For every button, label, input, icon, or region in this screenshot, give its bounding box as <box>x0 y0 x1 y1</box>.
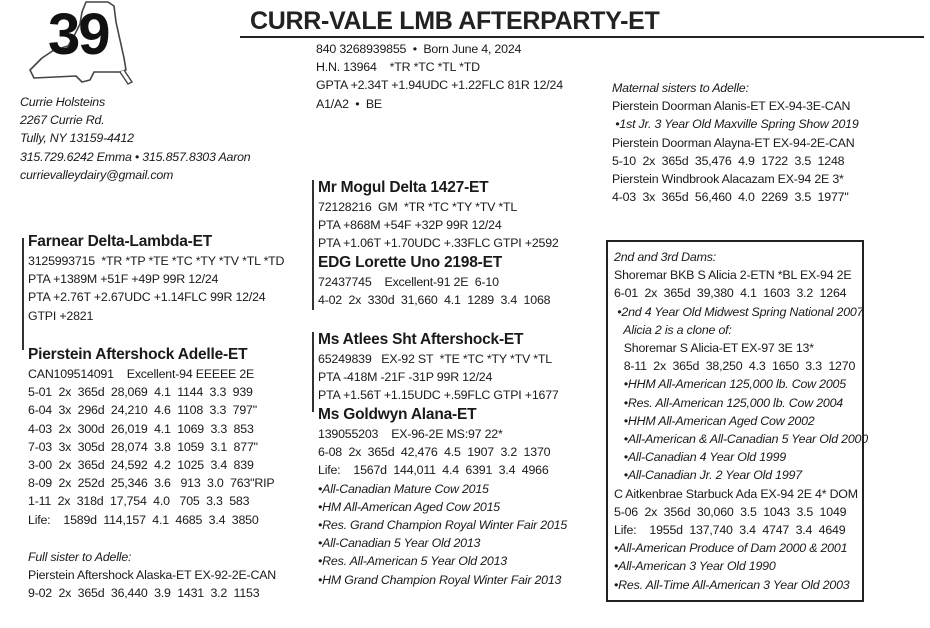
dams-box-line: Life: 1955d 137,740 3.4 4747 3.4 4649 <box>614 523 846 538</box>
dams-box-line: C Aitkenbrae Starbuck Ada EX-94 2E 4* DOM <box>614 486 858 501</box>
sire-sire-block <box>318 178 559 253</box>
dam-dam-block <box>318 405 567 589</box>
maternal-sisters-block <box>612 79 859 206</box>
maternal-sister-line: Pierstein Doorman Alanis-ET EX-94-3E-CAN <box>612 99 851 114</box>
page-title: CURR-VALE LMB AFTERPARTY-ET <box>250 7 660 35</box>
full-sister-heading: Full sister to Adelle: <box>28 550 132 564</box>
dam-record: 6-04 3x 296d 24,210 4.6 1108 3.3 797" <box>28 403 257 418</box>
dam-block <box>28 345 274 529</box>
dams-box-line: •All-Canadian 4 Year Old 1999 <box>614 450 786 465</box>
dams-box-line: Alicia 2 is a clone of: <box>614 322 732 337</box>
full-sister-line: Pierstein Aftershock Alaska-ET EX-92-2E-CAN <box>28 568 277 583</box>
dam-dam-line: 6-08 2x 365d 42,476 4.5 1907 3.2 1370 <box>318 445 551 460</box>
dam-name: Pierstein Aftershock Adelle-ET <box>28 346 248 363</box>
dam-record: 1-11 2x 318d 17,754 4.0 705 3.3 583 <box>28 494 250 509</box>
dams-box-heading: 2nd and 3rd Dams: <box>614 250 716 264</box>
consignor-block <box>20 93 251 184</box>
dam-dam-honor: •All-Canadian 5 Year Old 2013 <box>318 536 481 551</box>
sire-line: PTA +2.76T +2.67UDC +1.14FLC 99R 12/24 <box>28 290 266 305</box>
maternal-sister-line: •1st Jr. 3 Year Old Maxville Spring Show 2019 <box>612 117 859 132</box>
sire-block <box>28 232 284 325</box>
dam-dam-line: Life: 1567d 144,011 4.4 6391 3.4 4966 <box>318 463 549 478</box>
dams-box-line: •All-American Produce of Dam 2000 & 2001 <box>614 541 848 556</box>
sire-line: PTA +1389M +51F +49P 99R 12/24 <box>28 272 219 287</box>
dam-sire-block <box>318 330 559 405</box>
dams-box-line: Shoremar BKB S Alicia 2-ETN *BL EX-94 2E <box>614 268 852 283</box>
dams-box-line: 8-11 2x 365d 38,250 4.3 1650 3.3 1270 <box>614 359 856 374</box>
animal-info-line: A1/A2 • BE <box>316 96 382 111</box>
consignor-line: currievalleydairy@gmail.com <box>20 167 174 182</box>
dams-box-line: •Res. All-Time All-American 3 Year Old 2003 <box>614 577 850 592</box>
maternal-sisters-heading: Maternal sisters to Adelle: <box>612 81 749 95</box>
dams-box-line: •HHM All-American Aged Cow 2002 <box>614 413 815 428</box>
dams-box-content <box>614 248 868 594</box>
consignor-line: Tully, NY 13159-4412 <box>20 131 134 146</box>
maternal-sister-line: 4-03 3x 365d 56,460 4.0 2269 3.5 1977" <box>612 190 849 205</box>
dam-record: 8-09 2x 252d 25,346 3.6 913 3.0 763"RIP <box>28 476 275 491</box>
consignor-line: Currie Holsteins <box>20 95 105 109</box>
dam-sire-line: PTA -418M -21F -31P 99R 12/24 <box>318 370 493 385</box>
full-sister-line: 9-02 2x 365d 36,440 3.9 1431 3.2 1153 <box>28 586 260 601</box>
dam-dam-name: Ms Goldwyn Alana-ET <box>318 406 477 423</box>
pedigree-bracket <box>22 238 24 350</box>
dam-dam-honor: •HM Grand Champion Royal Winter Fair 2013 <box>318 572 562 587</box>
dam-dam-honor: •All-Canadian Mature Cow 2015 <box>318 481 489 496</box>
dam-dam-line: 139055203 EX-96-2E MS:97 22* <box>318 427 503 441</box>
dam-sire-name: Ms Atlees Sht Aftershock-ET <box>318 331 524 348</box>
full-sister-block <box>28 548 276 603</box>
dam-record: 3-00 2x 365d 24,592 4.2 1025 3.4 839 <box>28 458 254 473</box>
sire-sire-line: 72128216 GM *TR *TC *TY *TV *TL <box>318 200 518 214</box>
sire-dam-name: EDG Lorette Uno 2198-ET <box>318 254 503 271</box>
sire-sire-line: PTA +868M +54F +32P 99R 12/24 <box>318 218 502 233</box>
dam-dam-honor: •Res. All-American 5 Year Old 2013 <box>318 554 507 569</box>
dam-dam-honor: •Res. Grand Champion Royal Winter Fair 2015 <box>318 518 568 533</box>
dams-box-line: Shoremar S Alicia-ET EX-97 3E 13* <box>614 341 814 356</box>
dam-sire-line: 65249839 EX-92 ST *TE *TC *TY *TV *TL <box>318 352 552 366</box>
dam-dam-honor: •HM All-American Aged Cow 2015 <box>318 499 500 514</box>
animal-info-line: GPTA +2.34T +1.94UDC +1.22FLC 81R 12/24 <box>316 78 563 93</box>
consignor-line: 2267 Currie Rd. <box>20 113 105 128</box>
dams-box-line: 5-06 2x 356d 30,060 3.5 1043 3.5 1049 <box>614 504 847 519</box>
dam-sire-line: PTA +1.56T +1.15UDC +.59FLC GTPI +1677 <box>318 388 559 403</box>
dam-record: Life: 1589d 114,157 4.1 4685 3.4 3850 <box>28 512 259 527</box>
sire-line: 3125993715 *TR *TP *TE *TC *TY *TV *TL *TD <box>28 254 285 268</box>
dam-record: CAN109514091 Excellent-94 EEEEE 2E <box>28 367 255 381</box>
dams-box-line: •HHM All-American 125,000 lb. Cow 2005 <box>614 377 846 392</box>
animal-info <box>316 40 563 113</box>
title-rule <box>240 36 924 38</box>
sire-dam-block <box>318 253 550 309</box>
dams-box-line: •All-Canadian Jr. 2 Year Old 1997 <box>614 468 802 483</box>
consignor-line: 315.729.6242 Emma • 315.857.8303 Aaron <box>20 149 251 164</box>
dams-box-line: •Res. All-American 125,000 lb. Cow 2004 <box>614 395 843 410</box>
sire-dam-line: 72437745 Excellent-91 2E 6-10 <box>318 275 499 289</box>
sire-sire-line: PTA +1.06T +1.70UDC +.33FLC GTPI +2592 <box>318 236 559 251</box>
maternal-sister-line: 5-10 2x 365d 35,476 4.9 1722 3.5 1248 <box>612 153 845 168</box>
dam-record: 7-03 3x 305d 28,074 3.8 1059 3.1 877" <box>28 439 258 454</box>
maternal-sister-line: Pierstein Doorman Alayna-ET EX-94-2E-CAN <box>612 135 855 150</box>
dam-record: 4-03 2x 300d 26,019 4.1 1069 3.3 853 <box>28 421 254 436</box>
dams-box-line: •All-American & All-Canadian 5 Year Old 2000 <box>614 432 868 447</box>
animal-info-line: H.N. 13964 *TR *TC *TL *TD <box>316 60 480 75</box>
sire-line: GTPI +2821 <box>28 308 94 323</box>
sire-sire-name: Mr Mogul Delta 1427-ET <box>318 179 489 196</box>
maternal-sister-line: Pierstein Windbrook Alacazam EX-94 2E 3* <box>612 172 844 187</box>
sire-side-bracket <box>312 180 314 310</box>
sire-name: Farnear Delta-Lambda-ET <box>28 233 213 250</box>
dam-record: 5-01 2x 365d 28,069 4.1 1144 3.3 939 <box>28 385 253 400</box>
lot-number: 39 <box>48 2 109 67</box>
dams-box-line: 6-01 2x 365d 39,380 4.1 1603 3.2 1264 <box>614 286 847 301</box>
dam-side-bracket <box>312 332 314 412</box>
sire-dam-line: 4-02 2x 330d 31,660 4.1 1289 3.4 1068 <box>318 293 551 308</box>
dams-box-line: •2nd 4 Year Old Midwest Spring National 2007 <box>614 304 864 319</box>
animal-info-line: 840 3268939855 • Born June 4, 2024 <box>316 42 522 56</box>
dams-box-line: •All-American 3 Year Old 1990 <box>614 559 776 574</box>
